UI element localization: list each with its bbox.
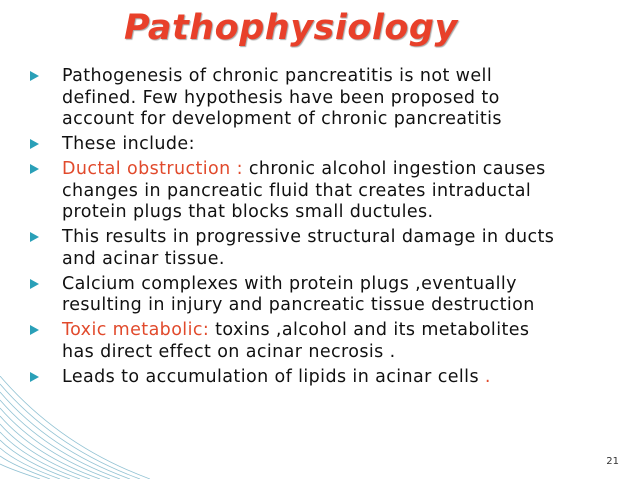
bullet-arrow-icon xyxy=(30,71,39,81)
bullet-text-line: Leads to accumulation of lipids in acinar cells xyxy=(62,366,485,387)
bullet-arrow-icon xyxy=(30,164,39,174)
bullet-item xyxy=(30,66,620,131)
bullet-text-line: These include: xyxy=(62,134,195,154)
bullet-item xyxy=(30,367,620,389)
bullet-item xyxy=(30,159,620,224)
bullet-arrow-icon xyxy=(30,139,39,149)
page-number: 21 xyxy=(606,456,619,467)
bullet-text-line: chronic alcohol ingestion causes xyxy=(248,159,546,179)
bullet-text-line: protein plugs that blocks small ductules. xyxy=(62,202,434,222)
bullet-text-line: has direct effect on acinar necrosis . xyxy=(62,341,396,362)
bullet-arrow-icon xyxy=(30,325,39,335)
bullet-item xyxy=(30,274,620,317)
bullet-arrow-icon xyxy=(30,279,39,289)
bullet-text-line: This results in progressive structural damage in ducts xyxy=(62,227,555,247)
highlight-term: Ductal obstruction : xyxy=(62,159,249,179)
bullet-text-line: defined. Few hypothesis have been proposed to xyxy=(62,87,500,108)
bullet-arrow-icon xyxy=(30,232,39,242)
bullet-list xyxy=(30,66,620,388)
bullet-text-line: and acinar tissue. xyxy=(62,248,225,269)
bullet-item xyxy=(30,320,620,363)
highlight-term: Toxic metabolic: xyxy=(62,320,216,340)
corner-decoration xyxy=(0,376,150,479)
trailing-period: . xyxy=(484,366,491,387)
bullet-text-line: Calcium complexes with protein plugs ,eventually xyxy=(62,273,517,294)
bullet-text-line: account for development of chronic pancreatitis xyxy=(62,109,502,129)
bullet-arrow-icon xyxy=(30,372,39,382)
bullet-text-line: toxins ,alcohol and its metabolites xyxy=(215,320,530,340)
bullet-item xyxy=(30,134,620,156)
slide-title: Pathophysiology xyxy=(124,8,458,48)
bullet-text-line: resulting in injury and pancreatic tissue destruction xyxy=(62,295,535,315)
bullet-item xyxy=(30,227,620,270)
bullet-text-line: Pathogenesis of chronic pancreatitis is not well xyxy=(62,66,493,86)
bullet-text-line: changes in pancreatic fluid that creates intraductal xyxy=(62,180,532,201)
